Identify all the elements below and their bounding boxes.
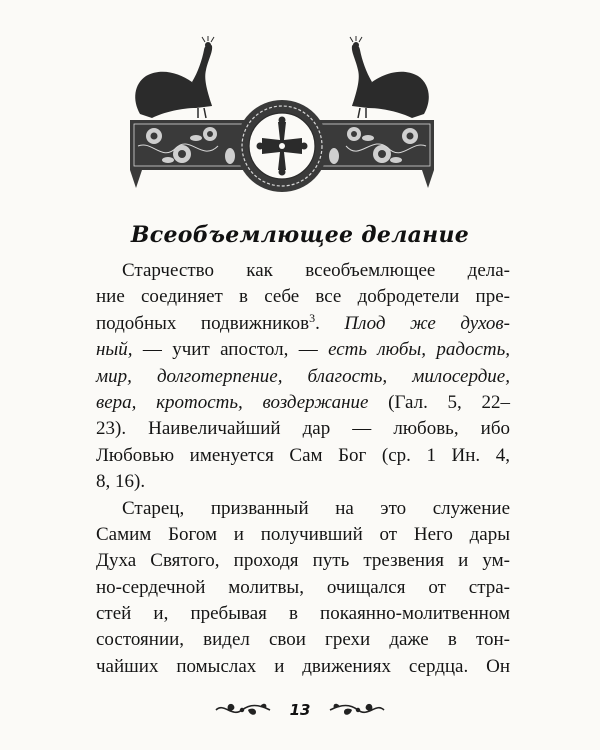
text-line bbox=[96, 443, 510, 469]
text-line bbox=[96, 337, 510, 363]
text-line bbox=[96, 416, 510, 442]
text-run: подобных подвижников bbox=[96, 312, 310, 334]
scripture-quote: ный, bbox=[96, 339, 133, 361]
text-run: . bbox=[315, 312, 345, 334]
text-run: — учит апостол, — bbox=[132, 339, 329, 361]
text-line bbox=[96, 311, 510, 337]
left-peacock-icon bbox=[135, 36, 214, 118]
text-run: Старец, призванный на это служение bbox=[122, 497, 510, 519]
chapter-heading: Всеобъемлющее делание bbox=[130, 222, 470, 248]
scripture-quote: мир, долготерпение, благость, милосердие, bbox=[96, 365, 510, 387]
text-line bbox=[96, 364, 510, 390]
text-line bbox=[96, 522, 510, 548]
scripture-quote: вера, кротость, воздержание bbox=[96, 391, 369, 413]
page-number: 13 bbox=[289, 701, 311, 719]
text-line bbox=[96, 390, 510, 416]
text-line bbox=[96, 601, 510, 627]
text-run: Самим Богом и получивший от Него дары bbox=[96, 523, 510, 545]
footnote-marker: 3 bbox=[309, 310, 316, 325]
text-run: состоянии, видел свои грехи даже в тон- bbox=[96, 629, 510, 651]
text-line bbox=[96, 627, 510, 653]
text-run: Любовью именуется Сам Бог (ср. 1 Ин. 4, bbox=[96, 444, 510, 466]
text-run: 23). Наивеличайший дар — любовь, ибо bbox=[96, 418, 510, 440]
headpiece-ornament bbox=[112, 36, 452, 196]
text-run: 8, 16). bbox=[96, 471, 146, 493]
text-line bbox=[96, 575, 510, 601]
text-run: ние соединяет в себе все добродетели пре- bbox=[96, 286, 510, 308]
text-run: чайших помыслах и движениях сердца. Он bbox=[96, 655, 510, 677]
scripture-quote: Плод же духов- bbox=[344, 312, 510, 334]
text-line bbox=[96, 469, 510, 495]
text-run: стей и, пребывая в покаянно-молитвенном bbox=[96, 603, 510, 625]
text-line bbox=[96, 548, 510, 574]
page-footer bbox=[0, 700, 600, 730]
cross-medallion bbox=[236, 100, 328, 192]
right-peacock-icon bbox=[350, 36, 429, 118]
text-run: (Гал. 5, 22– bbox=[368, 391, 510, 413]
text-line bbox=[96, 496, 510, 522]
text-run: но-сердечной молитвы, очищался от стра- bbox=[96, 576, 510, 598]
body-text bbox=[96, 258, 510, 680]
text-line bbox=[96, 654, 510, 680]
text-line bbox=[96, 284, 510, 310]
text-run: Старчество как всеобъемлющее дела- bbox=[122, 260, 510, 281]
right-floral-flourish-icon bbox=[328, 700, 386, 720]
scripture-quote: есть любы, радость, bbox=[328, 339, 510, 361]
text-run: Духа Святого, проходя путь трезвения и ум- bbox=[96, 550, 510, 572]
text-line bbox=[96, 258, 510, 284]
left-floral-flourish-icon bbox=[214, 700, 272, 720]
